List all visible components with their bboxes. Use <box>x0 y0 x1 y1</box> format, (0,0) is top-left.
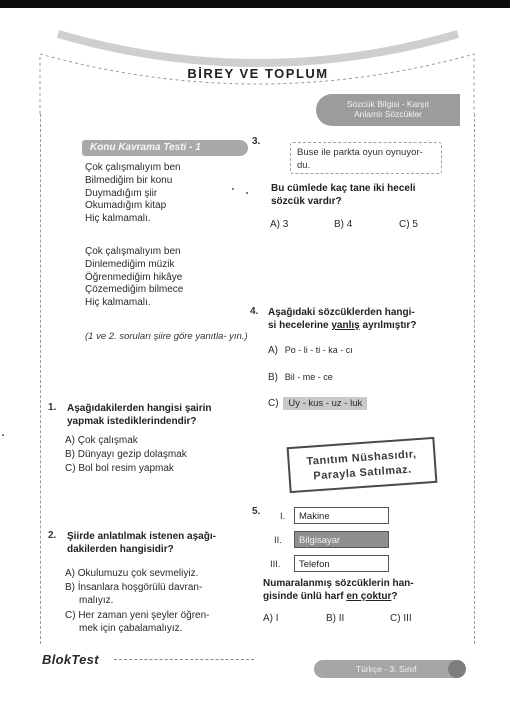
left-dashed-border <box>40 114 41 644</box>
question-4-option-b-label: B) <box>268 372 278 383</box>
poem-line: Öğrenmediğim hikâye <box>85 271 183 283</box>
stamp-line-1: Tanıtım Nüshasıdır, <box>306 448 417 468</box>
question-4-option-a[interactable] <box>268 344 353 357</box>
question-3-sentence-box <box>290 142 442 174</box>
scan-speck <box>246 192 248 194</box>
stamp-line-2: Parayla Satılmaz. <box>313 463 413 483</box>
test-title-badge: Konu Kavrama Testi - 1 <box>82 140 248 156</box>
footer-dashed-line <box>114 659 254 660</box>
poem-line: Duymadığım şiir <box>85 187 158 199</box>
question-4-option-b[interactable] <box>268 371 333 384</box>
question-1-option-a[interactable]: A) Çok çalışmak <box>65 435 138 446</box>
question-4-line-2-end: ayrılmıştır? <box>359 320 417 331</box>
question-4-option-c[interactable] <box>268 397 367 410</box>
question-5-word-box-1: Makine <box>294 507 389 524</box>
scan-speck <box>2 434 4 436</box>
question-5-text <box>263 577 414 603</box>
topic-line-1: Sözcük Bilgisi - Karşıt <box>346 99 430 109</box>
right-dashed-border <box>474 114 475 644</box>
worksheet-page <box>18 14 496 694</box>
question-1-line-1: Aşağıdakilerden hangisi şairin <box>67 403 212 414</box>
topic-line-2: Anlamlı Sözcükler <box>353 109 423 119</box>
page-title: BİREY VE TOPLUM <box>187 66 329 81</box>
question-5-number: 5. <box>252 506 261 517</box>
scan-top-edge <box>0 0 510 8</box>
question-3-option-b[interactable]: B) 4 <box>334 219 353 230</box>
question-2-option-b[interactable] <box>65 581 202 607</box>
question-5-underlined-phrase: en çoktur <box>346 591 392 602</box>
question-4-underlined-word: yanlış <box>331 320 360 331</box>
question-3-number: 3. <box>252 136 261 147</box>
question-5-word-box-3: Telefon <box>294 555 389 572</box>
question-2-text <box>67 530 216 556</box>
question-5-line-1: Numaralanmış sözcüklerin han- <box>263 578 414 589</box>
question-2-option-c[interactable] <box>65 609 210 635</box>
footer-page-dot <box>448 660 466 678</box>
question-2-option-b-line-1: B) İnsanlara hoşgörülü davran- <box>65 582 203 593</box>
question-3-sentence-line-1: Buse ile parkta oyun oynuyor- <box>297 147 423 158</box>
poem-line: Okumadığım kitap <box>85 200 167 212</box>
question-4-number: 4. <box>250 306 259 317</box>
question-4-option-a-text: Po - li - ti - ka - cı <box>284 345 353 355</box>
question-2-option-a[interactable]: A) Okulumuzu çok sevmeliyiz. <box>65 568 199 579</box>
question-4-option-a-label: A) <box>268 345 278 356</box>
question-4-option-c-text: Uy - kus - uz - luk <box>283 397 367 410</box>
question-4-line-2 <box>268 319 416 332</box>
question-5-line-2-start: gisinde ünlü harf <box>263 591 347 602</box>
question-3-sentence-line-2: du. <box>297 160 311 171</box>
scan-speck <box>232 188 234 190</box>
question-5-option-a[interactable]: A) I <box>263 613 279 624</box>
question-4-line-1: Aşağıdaki sözcüklerden hangi- <box>268 307 415 318</box>
question-5-option-c[interactable]: C) III <box>390 613 412 624</box>
question-5-line-2-end: ? <box>391 591 398 602</box>
poem-line: Hiç kalmamalı. <box>85 297 151 309</box>
topic-badge <box>316 94 460 126</box>
question-1-option-c[interactable]: C) Bol bol resim yapmak <box>65 463 174 474</box>
question-3-line-2: sözcük vardır? <box>271 196 342 207</box>
question-5-roman-2: II. <box>274 535 282 546</box>
question-4-line-2-start: si hecelerine <box>268 320 332 331</box>
question-5-word-box-2: Bilgisayar <box>294 531 389 548</box>
poem-line: Bilmediğim bir konu <box>85 174 173 186</box>
question-5-roman-1: I. <box>280 511 286 522</box>
poem-line: Çok çalışmalıyım ben <box>85 246 181 257</box>
poem-instruction-note: (1 ve 2. soruları şiire göre yanıtla- yın.) <box>85 331 248 342</box>
question-2-option-c-line-2: mek için çabalamalıyız. <box>79 623 183 634</box>
question-4-text <box>268 306 416 332</box>
question-2-option-b-line-2: malıyız. <box>79 595 114 606</box>
question-2-line-2: dakilerden hangisidir? <box>67 544 174 555</box>
question-5-roman-3: III. <box>270 559 281 570</box>
question-3-text <box>271 182 416 208</box>
question-1-option-b[interactable]: B) Dünyayı gezip dolaşmak <box>65 449 187 460</box>
footer-subject-badge: Türkçe - 3. Sınıf <box>314 660 456 678</box>
question-1-text <box>67 402 212 428</box>
poem-line: Hiç kalmamalı. <box>85 213 151 225</box>
poem-line: Çok çalışmalıyım ben <box>85 162 181 173</box>
question-3-line-1: Bu cümlede kaç tane iki heceli <box>271 183 416 194</box>
question-1-line-2: yapmak istediklerindendir? <box>67 416 197 427</box>
question-3-option-a[interactable]: A) 3 <box>270 219 289 230</box>
question-5-line-2 <box>263 590 414 603</box>
question-5-option-b[interactable]: B) II <box>326 613 345 624</box>
promo-copy-stamp <box>287 437 438 493</box>
question-2-number: 2. <box>48 530 57 541</box>
question-3-option-c[interactable]: C) 5 <box>399 219 418 230</box>
question-4-option-b-text: Bil - me - ce <box>284 372 333 382</box>
question-2-line-1: Şiirde anlatılmak istenen aşağı- <box>67 531 216 542</box>
poem-stanza-2 <box>85 246 183 310</box>
question-4-option-c-label: C) <box>268 398 279 409</box>
poem-line: Çözemediğim bilmece <box>85 284 184 296</box>
brand-logo: BlokTest <box>42 652 99 667</box>
question-1-number: 1. <box>48 402 57 413</box>
poem-stanza-1 <box>85 162 181 226</box>
poem-line: Dinlemediğim müzik <box>85 258 175 270</box>
question-2-option-c-line-1: C) Her zaman yeni şeyler öğren- <box>65 610 210 621</box>
